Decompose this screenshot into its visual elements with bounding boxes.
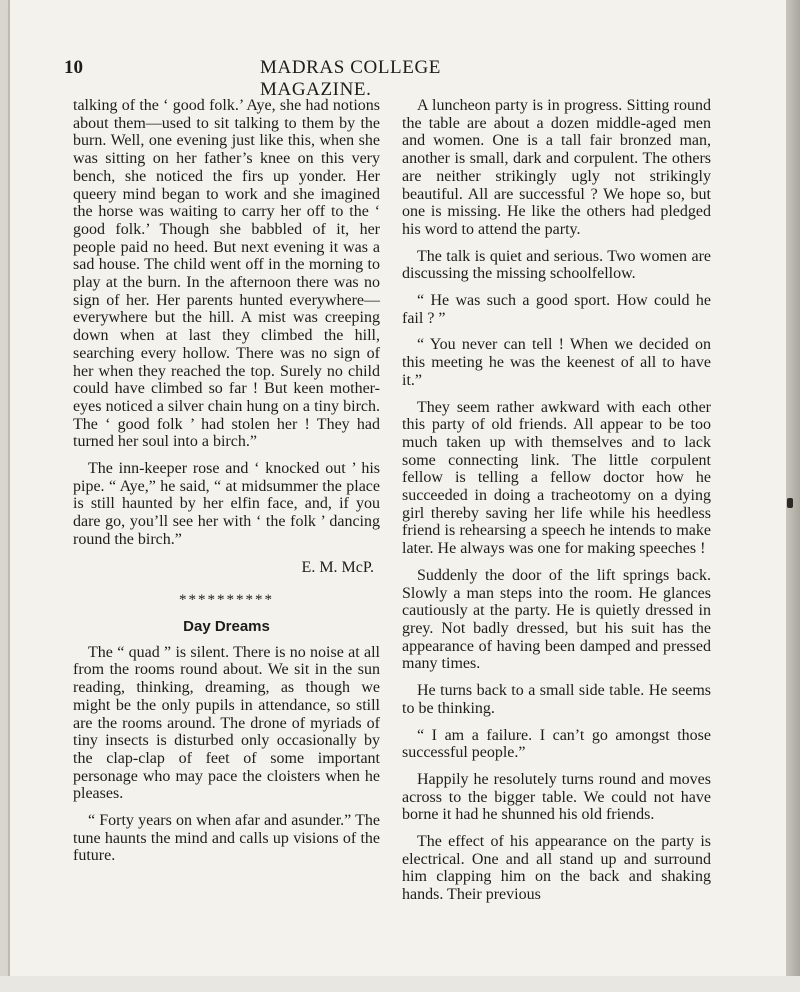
page-edge-right [786,0,800,992]
story-paragraph: talking of the ‘ good folk.’ Aye, she had notions about them—used to sit talking to them by the burn. Well, one evening just like this, when she was sitting on her father’s knee on this very bench, she noticed the firs up yonder. Her queery mind began to work and she imagined the horse was waiting to carry her off to the ‘ good folk.’ Though she babbled of it, her people paid no heed. But next evening it was a sad house. The child went off in the morning to play at the burn. In the afternoon there was no sign of her. Her parents hunted everywhere—everywhere but the hill. A mist was creeping down when at last they climbed the hill, searching every hollow. There was no sign of her when they reached the top. Surely no child could have climbed so far ! But keen mother-eyes noticed a silver chain hung on a tiny birch. The ‘ good folk ’ had stolen her ! They had turned her soul into a birch.” [73,97,380,451]
left-column [73,97,380,874]
author-signature: E. M. McP. [301,558,374,576]
article-paragraph: “ You never can tell ! When we decided on this meeting he was the keenest of all to have it.” [402,336,711,389]
article-paragraph: The talk is quiet and serious. Two women are discussing the missing schoolfellow. [402,247,711,283]
article-paragraph: Happily he resolutely turns round and moves across to the bigger table. We could not have borne it had he shunned his old friends. [402,770,711,824]
story-paragraph: The inn-keeper rose and ‘ knocked out ’ his pipe. “ Aye,” he said, “ at midsummer the place is still haunted by her elfin face, and, if you dare go, you’ll see her with ‘ the folk ’ dancing round the birch.” [73,460,380,548]
right-column [402,97,711,913]
page-header [64,57,534,100]
article-paragraph: Suddenly the door of the lift springs back. Slowly a man steps into the room. He glances cautiously at the party. He is quietly dressed in grey. Not badly dressed, but his suit has the appearance of having been damped and pressed many times. [402,566,711,673]
page-number: 10 [64,57,83,78]
article-paragraph: The effect of his appearance on the party is electrical. One and all stand up and surround him clapping him on the back and shaking hands. Their previous [402,833,711,904]
article-paragraph: “ He was such a good sport. How could he fail ? ” [402,292,711,327]
section-separator: ********** [179,592,274,609]
running-head: MADRAS COLLEGE MAGAZINE. [260,57,441,100]
section-title: Day Dreams [183,617,270,635]
article-paragraph: The “ quad ” is silent. There is no noise at all from the rooms round about. We sit in the sun reading, thinking, dreaming, as though we might be the only pupils in attendance, so still are the rooms around. The drone of myriads of tiny insects is disturbed only occasionally by the clap-clap of feet of some important personage who may pace the cloisters when he pleases. [73,643,380,803]
article-paragraph: A luncheon party is in progress. Sitting round the table are about a dozen middle-aged men and women. One is a tall fair bronzed man, another is small, dark and corpulent. The others are neither strikingly ugly not strikingly beautiful. All are successful ? We hope so, but one is missing. He like the others had pledged his word to attend the party. [402,97,711,238]
article-paragraph: “ Forty years on when afar and asunder.” The tune haunts the mind and calls up visions of the future. [73,812,380,865]
binding-mark [787,498,793,508]
article-paragraph: They seem rather awkward with each other this party of old friends. All appear to be too much taken up with themselves and to lack some connecting link. The little corpulent fellow is telling a fellow doctor how he succeeded in doing a tracheotomy on a dying girl thereby saving her life while his heedless friend is rehearsing a speech he intends to make later. He always was one for making speeches ! [402,398,711,558]
page-edge-bottom [0,976,800,992]
article-paragraph: “ I am a failure. I can’t go amongst those successful people.” [402,726,711,762]
article-paragraph: He turns back to a small side table. He seems to be thinking. [402,682,711,717]
